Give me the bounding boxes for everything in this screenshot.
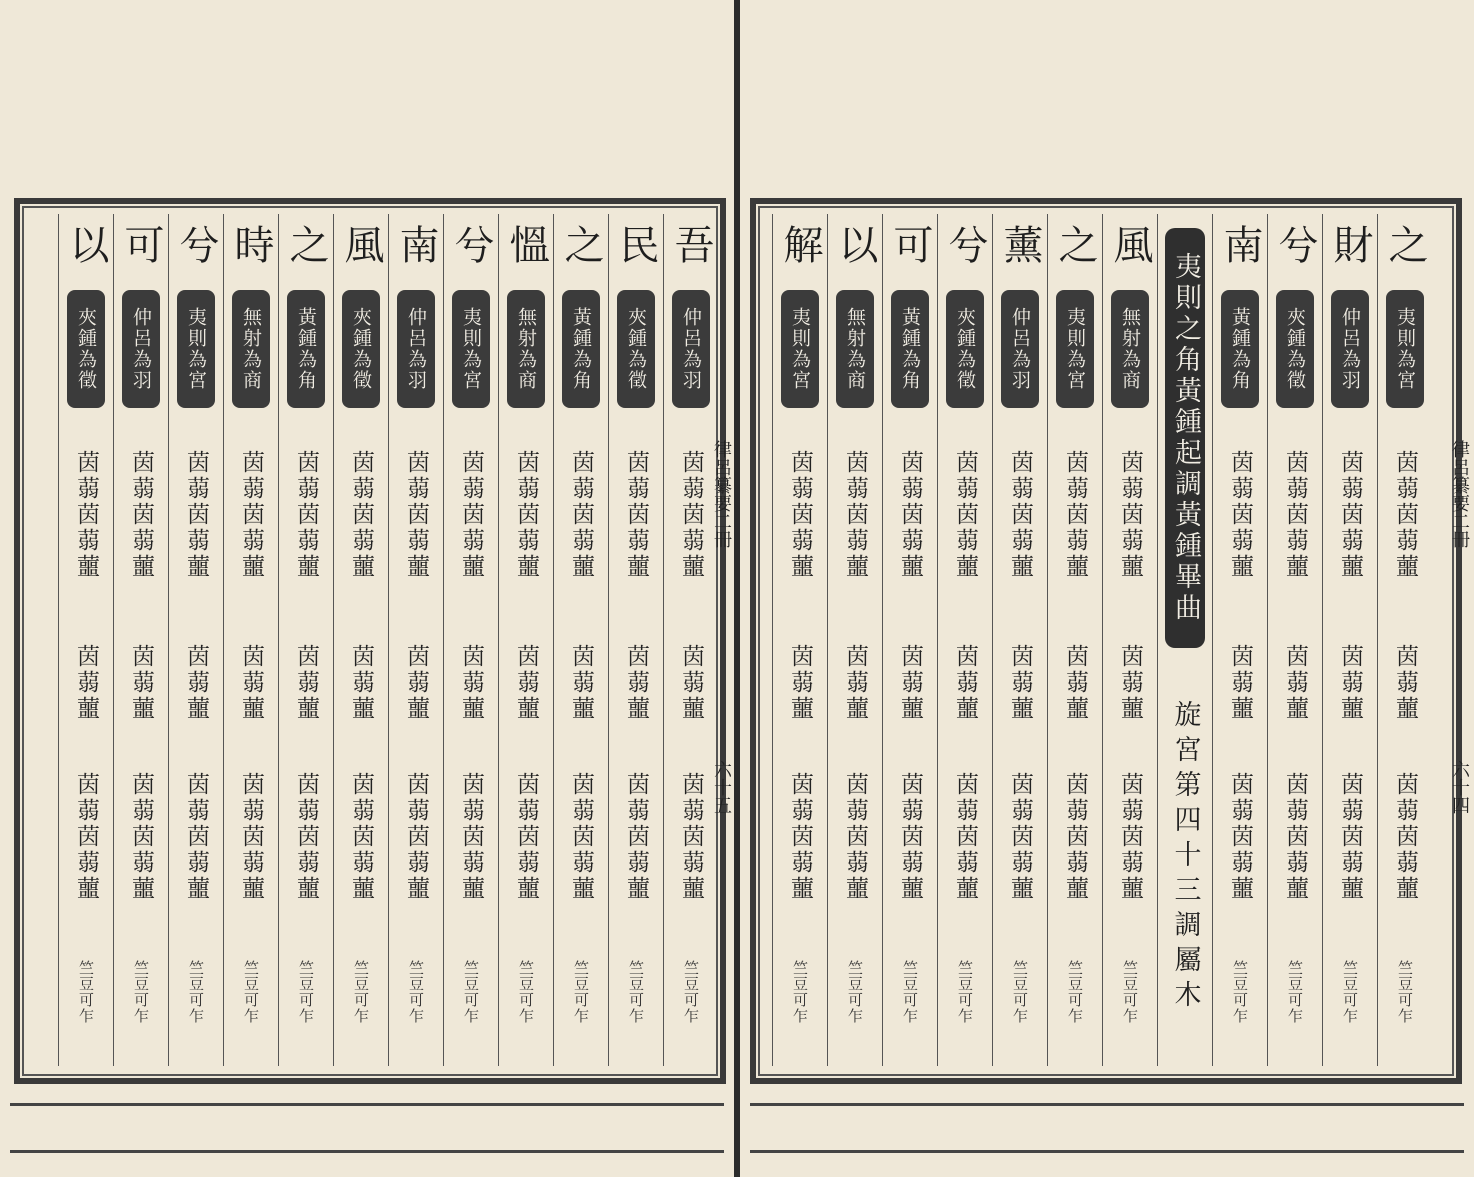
notation-group: 茵蒻蘁 xyxy=(1227,644,1253,722)
lyric-char: 兮 xyxy=(448,224,494,264)
notation-group: 茵蒻茵蒻蘁 xyxy=(458,772,484,902)
pitch-tag: 無射為商 xyxy=(836,290,874,408)
pitch-tag: 仲呂為羽 xyxy=(1331,290,1369,408)
notation-group: 茵蒻蘁 xyxy=(403,644,429,722)
notation-group: 茵蒻茵蒻蘁 xyxy=(1392,450,1418,580)
score-column xyxy=(772,214,827,1066)
notation-group: 茵蒻茵蒻蘁 xyxy=(513,772,539,902)
notation-group: 茵蒻茵蒻蘁 xyxy=(348,772,374,902)
score-column xyxy=(663,214,718,1066)
score-column xyxy=(443,214,498,1066)
notation-group: 茵蒻茵蒻蘁 xyxy=(897,772,923,902)
pitch-tag: 夷則為宮 xyxy=(452,290,490,408)
lyric-char: 之 xyxy=(283,224,329,264)
instrument-marks: 竺豆可乍 xyxy=(242,960,260,1024)
notation-group: 茵蒻茵蒻蘁 xyxy=(568,450,594,580)
notation-group: 茵蒻蘁 xyxy=(238,644,264,722)
pitch-tag: 黃鍾為角 xyxy=(562,290,600,408)
mode-banner: 夷則之角黃鍾起調黃鍾畢曲 xyxy=(1165,228,1205,648)
instrument-marks: 竺豆可乍 xyxy=(627,960,645,1024)
instrument-marks: 竺豆可乍 xyxy=(187,960,205,1024)
notation-group: 茵蒻蘁 xyxy=(842,644,868,722)
lyric-char: 以 xyxy=(63,224,109,264)
notation-group: 茵蒻蘁 xyxy=(623,644,649,722)
pitch-tag: 無射為商 xyxy=(1111,290,1149,408)
notation-group: 茵蒻茵蒻蘁 xyxy=(842,772,868,902)
notation-group: 茵蒻茵蒻蘁 xyxy=(787,772,813,902)
notation-group: 茵蒻茵蒻蘁 xyxy=(1392,772,1418,902)
notation-group: 茵蒻蘁 xyxy=(897,644,923,722)
notation-group: 茵蒻蘁 xyxy=(952,644,978,722)
notation-group: 茵蒻茵蒻蘁 xyxy=(1007,450,1033,580)
score-column xyxy=(1267,214,1322,1066)
instrument-marks: 竺豆可乍 xyxy=(682,960,700,1024)
instrument-marks: 竺豆可乍 xyxy=(1286,960,1304,1024)
pitch-tag: 夾鍾為徵 xyxy=(946,290,984,408)
pitch-tag: 仲呂為羽 xyxy=(397,290,435,408)
notation-group: 茵蒻茵蒻蘁 xyxy=(1227,450,1253,580)
instrument-marks: 竺豆可乍 xyxy=(77,960,95,1024)
score-column xyxy=(388,214,443,1066)
score-column xyxy=(608,214,663,1066)
notation-group: 茵蒻茵蒻蘁 xyxy=(568,772,594,902)
lyric-char: 兮 xyxy=(1272,224,1318,264)
instrument-marks: 竺豆可乍 xyxy=(1231,960,1249,1024)
notation-group: 茵蒻蘁 xyxy=(787,644,813,722)
instrument-marks: 竺豆可乍 xyxy=(517,960,535,1024)
notation-group: 茵蒻茵蒻蘁 xyxy=(403,450,429,580)
notation-group: 茵蒻茵蒻蘁 xyxy=(238,772,264,902)
instrument-marks: 竺豆可乍 xyxy=(1341,960,1359,1024)
lyric-char: 之 xyxy=(1052,224,1098,264)
lyric-char: 吾 xyxy=(668,224,714,264)
score-column xyxy=(333,214,388,1066)
notation-group: 茵蒻茵蒻蘁 xyxy=(623,772,649,902)
notation-group: 茵蒻蘁 xyxy=(1337,644,1363,722)
notation-group: 茵蒻茵蒻蘁 xyxy=(1337,450,1363,580)
instrument-marks: 竺豆可乍 xyxy=(462,960,480,1024)
score-column xyxy=(937,214,992,1066)
notation-group: 茵蒻茵蒻蘁 xyxy=(842,450,868,580)
score-column xyxy=(113,214,168,1066)
pitch-tag: 夷則為宮 xyxy=(1056,290,1094,408)
lyric-char: 兮 xyxy=(173,224,219,264)
notation-group: 茵蒻蘁 xyxy=(1117,644,1143,722)
pitch-tag: 夷則為宮 xyxy=(1386,290,1424,408)
pitch-tag: 黃鍾為角 xyxy=(1221,290,1259,408)
notation-group: 茵蒻蘁 xyxy=(183,644,209,722)
left-bottom-band xyxy=(10,1103,724,1153)
notation-group: 茵蒻蘁 xyxy=(1392,644,1418,722)
pitch-tag: 仲呂為羽 xyxy=(1001,290,1039,408)
pitch-tag: 無射為商 xyxy=(232,290,270,408)
pitch-tag: 夷則為宮 xyxy=(177,290,215,408)
lyric-char: 薰 xyxy=(997,224,1043,264)
lyric-char: 南 xyxy=(1217,224,1263,264)
right-columns xyxy=(764,214,1432,1066)
notation-group: 茵蒻茵蒻蘁 xyxy=(1117,450,1143,580)
lyric-char: 以 xyxy=(832,224,878,264)
notation-group: 茵蒻茵蒻蘁 xyxy=(238,450,264,580)
instrument-marks: 竺豆可乍 xyxy=(1011,960,1029,1024)
mode-text: 旋宮第四十三調屬木 xyxy=(1169,700,1201,1015)
notation-group: 茵蒻茵蒻蘁 xyxy=(183,772,209,902)
pitch-tag: 夷則為宮 xyxy=(781,290,819,408)
instrument-marks: 竺豆可乍 xyxy=(132,960,150,1024)
notation-group: 茵蒻茵蒻蘁 xyxy=(1282,450,1308,580)
notation-group: 茵蒻蘁 xyxy=(73,644,99,722)
lyric-char: 解 xyxy=(777,224,823,264)
score-column xyxy=(1377,214,1432,1066)
score-column xyxy=(498,214,553,1066)
pitch-tag: 仲呂為羽 xyxy=(672,290,710,408)
pitch-tag: 夾鍾為徵 xyxy=(617,290,655,408)
notation-group: 茵蒻蘁 xyxy=(568,644,594,722)
notation-group: 茵蒻茵蒻蘁 xyxy=(1282,772,1308,902)
pitch-tag: 夾鍾為徵 xyxy=(1276,290,1314,408)
notation-group: 茵蒻茵蒻蘁 xyxy=(513,450,539,580)
notation-group: 茵蒻茵蒻蘁 xyxy=(1337,772,1363,902)
notation-group: 茵蒻茵蒻蘁 xyxy=(623,450,649,580)
notation-group: 茵蒻蘁 xyxy=(678,644,704,722)
score-column xyxy=(553,214,608,1066)
instrument-marks: 竺豆可乍 xyxy=(791,960,809,1024)
lyric-char: 民 xyxy=(613,224,659,264)
notation-group: 茵蒻茵蒻蘁 xyxy=(1007,772,1033,902)
right-side-title: 律呂纂要二冊 xyxy=(1449,440,1470,548)
notation-group: 茵蒻茵蒻蘁 xyxy=(403,772,429,902)
right-side-page: 六十四 xyxy=(1449,760,1470,814)
instrument-marks: 竺豆可乍 xyxy=(846,960,864,1024)
notation-group: 茵蒻蘁 xyxy=(513,644,539,722)
score-column xyxy=(827,214,882,1066)
special-column xyxy=(1157,214,1212,1066)
instrument-marks: 竺豆可乍 xyxy=(956,960,974,1024)
instrument-marks: 竺豆可乍 xyxy=(901,960,919,1024)
notation-group: 茵蒻茵蒻蘁 xyxy=(293,450,319,580)
lyric-char: 風 xyxy=(338,224,384,264)
lyric-char: 兮 xyxy=(942,224,988,264)
notation-group: 茵蒻茵蒻蘁 xyxy=(952,450,978,580)
score-column xyxy=(168,214,223,1066)
notation-group: 茵蒻蘁 xyxy=(1007,644,1033,722)
notation-group: 茵蒻茵蒻蘁 xyxy=(678,450,704,580)
notation-group: 茵蒻茵蒻蘁 xyxy=(1062,772,1088,902)
lyric-char: 之 xyxy=(558,224,604,264)
score-column xyxy=(882,214,937,1066)
notation-group: 茵蒻蘁 xyxy=(348,644,374,722)
instrument-marks: 竺豆可乍 xyxy=(352,960,370,1024)
score-column xyxy=(1102,214,1157,1066)
notation-group: 茵蒻茵蒻蘁 xyxy=(348,450,374,580)
pitch-tag: 無射為商 xyxy=(507,290,545,408)
right-page xyxy=(740,0,1474,1177)
notation-group: 茵蒻茵蒻蘁 xyxy=(1062,450,1088,580)
pitch-tag: 仲呂為羽 xyxy=(122,290,160,408)
lyric-char: 慍 xyxy=(503,224,549,264)
lyric-char: 南 xyxy=(393,224,439,264)
notation-group: 茵蒻茵蒻蘁 xyxy=(787,450,813,580)
notation-group: 茵蒻茵蒻蘁 xyxy=(128,450,154,580)
notation-group: 茵蒻茵蒻蘁 xyxy=(952,772,978,902)
lyric-char: 財 xyxy=(1327,224,1373,264)
instrument-marks: 竺豆可乍 xyxy=(407,960,425,1024)
notation-group: 茵蒻蘁 xyxy=(458,644,484,722)
notation-group: 茵蒻蘁 xyxy=(128,644,154,722)
pitch-tag: 夾鍾為徵 xyxy=(67,290,105,408)
left-side-page: 六十五 xyxy=(711,760,732,814)
left-page xyxy=(0,0,734,1177)
notation-group: 茵蒻茵蒻蘁 xyxy=(73,450,99,580)
notation-group: 茵蒻蘁 xyxy=(1282,644,1308,722)
notation-group: 茵蒻茵蒻蘁 xyxy=(1117,772,1143,902)
score-column xyxy=(1322,214,1377,1066)
pitch-tag: 黃鍾為角 xyxy=(891,290,929,408)
score-column xyxy=(58,214,113,1066)
lyric-char: 風 xyxy=(1107,224,1153,264)
notation-group: 茵蒻茵蒻蘁 xyxy=(1227,772,1253,902)
lyric-char: 時 xyxy=(228,224,274,264)
notation-group: 茵蒻蘁 xyxy=(1062,644,1088,722)
instrument-marks: 竺豆可乍 xyxy=(1066,960,1084,1024)
score-column xyxy=(1212,214,1267,1066)
pitch-tag: 黃鍾為角 xyxy=(287,290,325,408)
instrument-marks: 竺豆可乍 xyxy=(297,960,315,1024)
notation-group: 茵蒻茵蒻蘁 xyxy=(293,772,319,902)
score-column xyxy=(278,214,333,1066)
lyric-char: 可 xyxy=(887,224,933,264)
score-column xyxy=(1047,214,1102,1066)
right-bottom-band xyxy=(750,1103,1464,1153)
notation-group: 茵蒻茵蒻蘁 xyxy=(73,772,99,902)
notation-group: 茵蒻茵蒻蘁 xyxy=(183,450,209,580)
notation-group: 茵蒻茵蒻蘁 xyxy=(128,772,154,902)
lyric-char: 之 xyxy=(1382,224,1428,264)
notation-group: 茵蒻茵蒻蘁 xyxy=(458,450,484,580)
notation-group: 茵蒻蘁 xyxy=(293,644,319,722)
notation-group: 茵蒻茵蒻蘁 xyxy=(678,772,704,902)
pitch-tag: 夾鍾為徵 xyxy=(342,290,380,408)
left-columns xyxy=(48,214,718,1066)
instrument-marks: 竺豆可乍 xyxy=(1121,960,1139,1024)
instrument-marks: 竺豆可乍 xyxy=(572,960,590,1024)
lyric-char: 可 xyxy=(118,224,164,264)
score-column xyxy=(992,214,1047,1066)
notation-group: 茵蒻茵蒻蘁 xyxy=(897,450,923,580)
score-column xyxy=(223,214,278,1066)
instrument-marks: 竺豆可乍 xyxy=(1396,960,1414,1024)
left-side-title: 律呂纂要二冊 xyxy=(711,440,732,548)
